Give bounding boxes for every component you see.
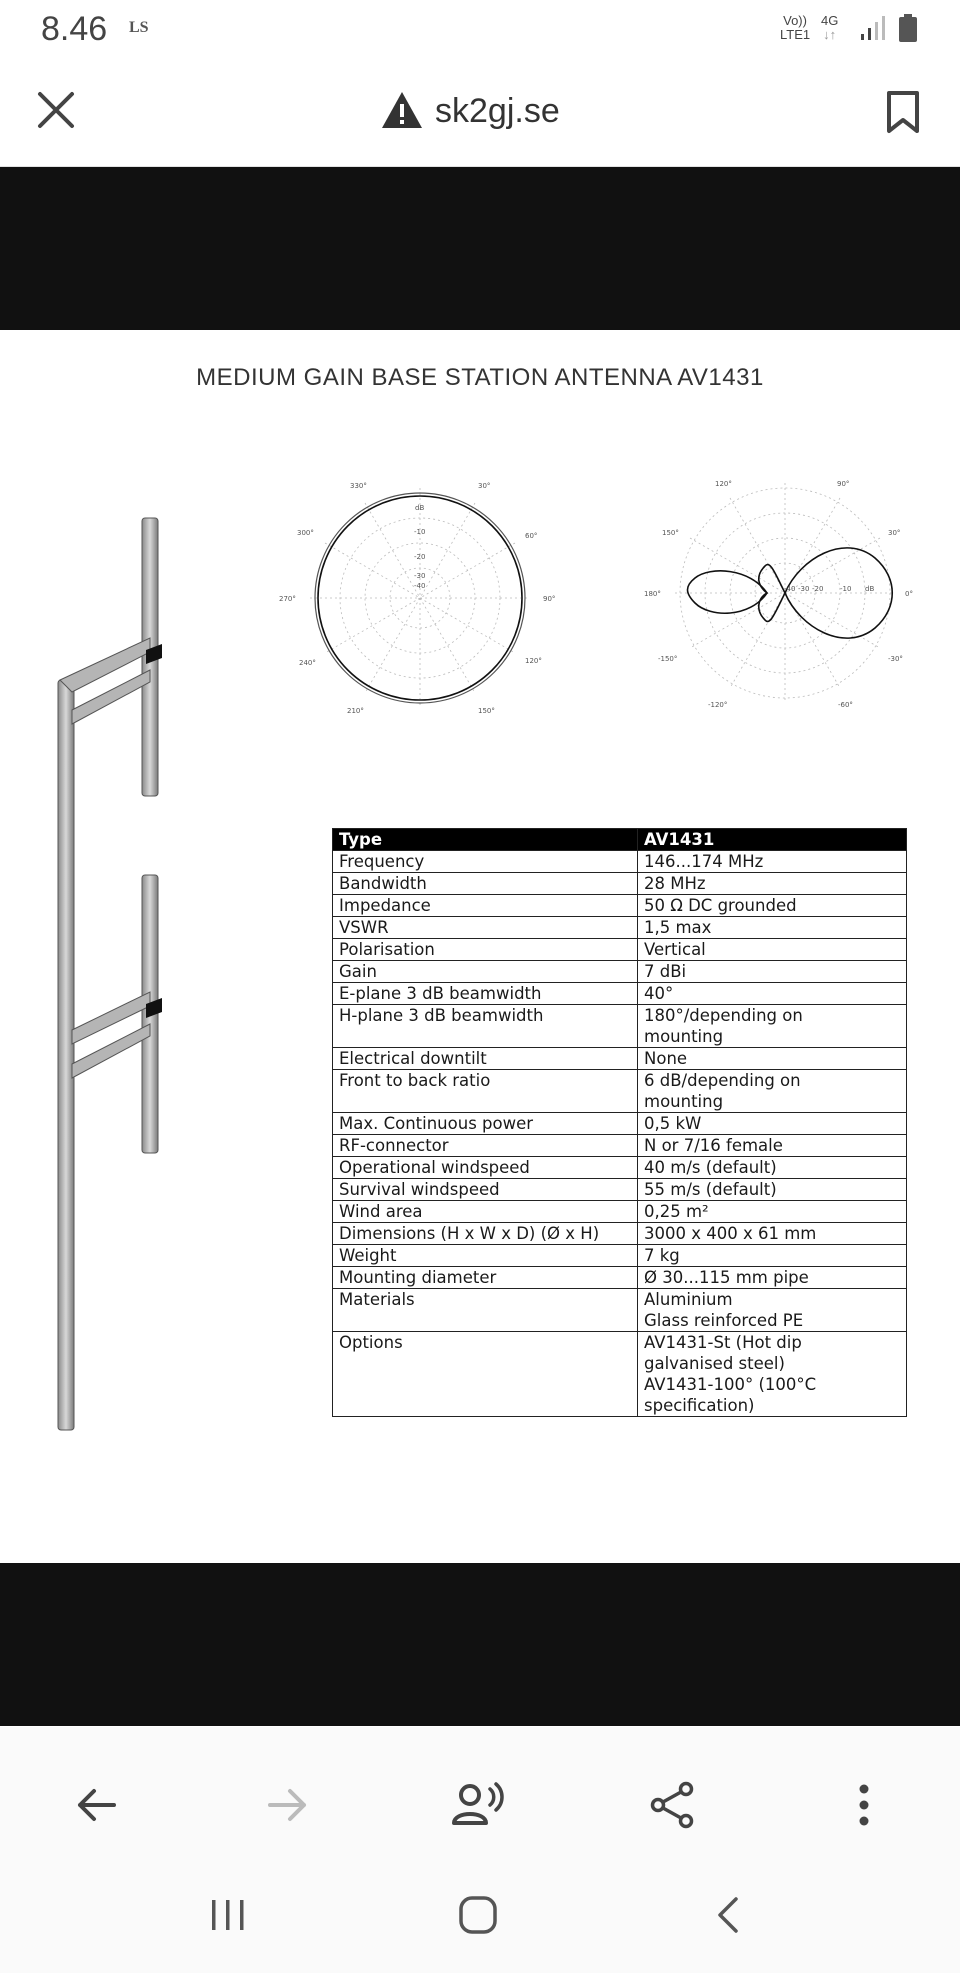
table-row [333, 1201, 907, 1223]
polar-diagram-hplane [640, 478, 930, 728]
polar1-angle: 210° [347, 707, 364, 715]
share-icon[interactable] [650, 1781, 694, 1829]
spec-label: Dimensions (H x W x D) (Ø x H) [333, 1223, 638, 1245]
spec-value: 55 m/s (default) [638, 1179, 907, 1201]
polar2-angle: 150° [662, 529, 679, 537]
warning-icon [380, 90, 424, 130]
network-type-indicator [821, 14, 838, 42]
table-row [333, 1157, 907, 1179]
status-time: 8.46 [41, 10, 108, 48]
polar2-angle: 90° [837, 480, 850, 488]
spec-value: 40° [638, 983, 907, 1005]
spec-label: Weight [333, 1245, 638, 1267]
table-header-type: Type [333, 829, 638, 851]
spec-label: Electrical downtilt [333, 1048, 638, 1070]
spec-value: Ø 30...115 mm pipe [638, 1267, 907, 1289]
table-row [333, 1289, 907, 1332]
close-icon[interactable] [36, 90, 76, 130]
polar1-angle: 90° [543, 595, 556, 603]
polar-diagram-eplane [275, 478, 565, 728]
spec-label: H-plane 3 dB beamwidth [333, 1005, 638, 1048]
table-row [333, 1267, 907, 1289]
table-row [333, 961, 907, 983]
spec-label: VSWR [333, 917, 638, 939]
table-header-row [333, 829, 907, 851]
spec-label: Gain [333, 961, 638, 983]
spec-value: 180°/depending on mounting [638, 1005, 907, 1048]
spec-value: 50 Ω DC grounded [638, 895, 907, 917]
spec-value: 146...174 MHz [638, 851, 907, 873]
table-row [333, 1005, 907, 1048]
polar2-angle: -30° [888, 655, 903, 663]
spec-label: Materials [333, 1289, 638, 1332]
polar2-angle: -60° [838, 701, 853, 709]
table-row [333, 1223, 907, 1245]
polar1-angle: 270° [279, 595, 296, 603]
polar1-db: -40 [414, 582, 426, 590]
image-top-band [0, 167, 960, 330]
image-bottom-band [0, 1563, 960, 1726]
carrier-label: LS [129, 19, 149, 36]
polar1-angle: 240° [299, 659, 316, 667]
volte-indicator [780, 14, 810, 42]
polar1-angle: 150° [478, 707, 495, 715]
spec-label: Max. Continuous power [333, 1113, 638, 1135]
spec-value: AV1431-St (Hot dip galvanised steel) AV1431-100° (100°C specification) [638, 1332, 907, 1417]
spec-value: 1,5 max [638, 917, 907, 939]
polar2-angle: 30° [888, 529, 901, 537]
table-row [333, 939, 907, 961]
spec-label: Polarisation [333, 939, 638, 961]
polar1-db: -30 [414, 572, 426, 580]
spec-value: N or 7/16 female [638, 1135, 907, 1157]
battery-icon [898, 14, 918, 42]
table-row [333, 917, 907, 939]
table-row [333, 1070, 907, 1113]
polar2-db: -40 [784, 585, 796, 593]
spec-label: E-plane 3 dB beamwidth [333, 983, 638, 1005]
spec-label: Bandwidth [333, 873, 638, 895]
polar2-angle: 180° [644, 590, 661, 598]
table-header-model: AV1431 [638, 829, 907, 851]
lte-label: LTE1 [780, 27, 811, 42]
polar1-db: -10 [414, 528, 426, 536]
more-icon[interactable] [856, 1784, 872, 1826]
table-row [333, 895, 907, 917]
status-bar [0, 0, 960, 60]
spec-label: Options [333, 1332, 638, 1417]
polar1-angle: 120° [525, 657, 542, 665]
polar2-db: -10 [840, 585, 852, 593]
spec-table-body [333, 851, 907, 1417]
polar1-db: -20 [414, 553, 426, 561]
table-row [333, 1135, 907, 1157]
spec-label: Impedance [333, 895, 638, 917]
network-type-label: 4G [821, 13, 839, 28]
table-row [333, 1332, 907, 1417]
polar2-angle: -150° [658, 655, 678, 663]
spec-label: Wind area [333, 1201, 638, 1223]
page-title: MEDIUM GAIN BASE STATION ANTENNA AV1431 [196, 364, 764, 391]
spec-value: 0,25 m² [638, 1201, 907, 1223]
home-icon[interactable] [458, 1895, 498, 1935]
spec-value: 6 dB/depending on mounting [638, 1070, 907, 1113]
polar2-angle: 0° [905, 590, 913, 598]
polar1-angle: 300° [297, 529, 314, 537]
spec-value: 28 MHz [638, 873, 907, 895]
table-row [333, 1179, 907, 1201]
signal-icon [860, 14, 890, 42]
spec-value: Aluminium Glass reinforced PE [638, 1289, 907, 1332]
polar1-angle: 330° [350, 482, 367, 490]
spec-label: Mounting diameter [333, 1267, 638, 1289]
data-activity-label: ↓↑ [823, 27, 837, 42]
read-aloud-icon[interactable] [452, 1781, 506, 1827]
polar1-angle: 30° [478, 482, 491, 490]
spec-value: 0,5 kW [638, 1113, 907, 1135]
spec-label: Front to back ratio [333, 1070, 638, 1113]
url-text[interactable]: sk2gj.se [435, 92, 560, 130]
polar1-db: dB [415, 504, 425, 512]
forward-icon[interactable] [266, 1783, 310, 1827]
system-back-icon[interactable] [716, 1896, 740, 1934]
recents-icon[interactable] [210, 1898, 246, 1932]
spec-label: Survival windspeed [333, 1179, 638, 1201]
table-row [333, 1245, 907, 1267]
back-icon[interactable] [74, 1783, 118, 1827]
antenna-illustration [50, 510, 170, 1435]
table-row [333, 873, 907, 895]
spec-table [332, 828, 907, 1417]
spec-value: Vertical [638, 939, 907, 961]
table-row [333, 1048, 907, 1070]
spec-label: Frequency [333, 851, 638, 873]
table-row [333, 851, 907, 873]
polar2-angle: 120° [715, 480, 732, 488]
spec-label: RF-connector [333, 1135, 638, 1157]
polar2-db: dB [865, 585, 875, 593]
spec-value: 7 kg [638, 1245, 907, 1267]
bottom-toolbar [0, 1727, 960, 1973]
polar2-angle: -120° [708, 701, 728, 709]
spec-value: 3000 x 400 x 61 mm [638, 1223, 907, 1245]
spec-value: 7 dBi [638, 961, 907, 983]
spec-value: 40 m/s (default) [638, 1157, 907, 1179]
polar2-db: -30 [798, 585, 810, 593]
polar1-angle: 60° [525, 532, 538, 540]
spec-value: None [638, 1048, 907, 1070]
table-row [333, 1113, 907, 1135]
polar2-db: -20 [812, 585, 824, 593]
bookmark-icon[interactable] [885, 90, 921, 134]
volte-label: Vo)) [783, 13, 807, 28]
spec-label: Operational windspeed [333, 1157, 638, 1179]
table-row [333, 983, 907, 1005]
